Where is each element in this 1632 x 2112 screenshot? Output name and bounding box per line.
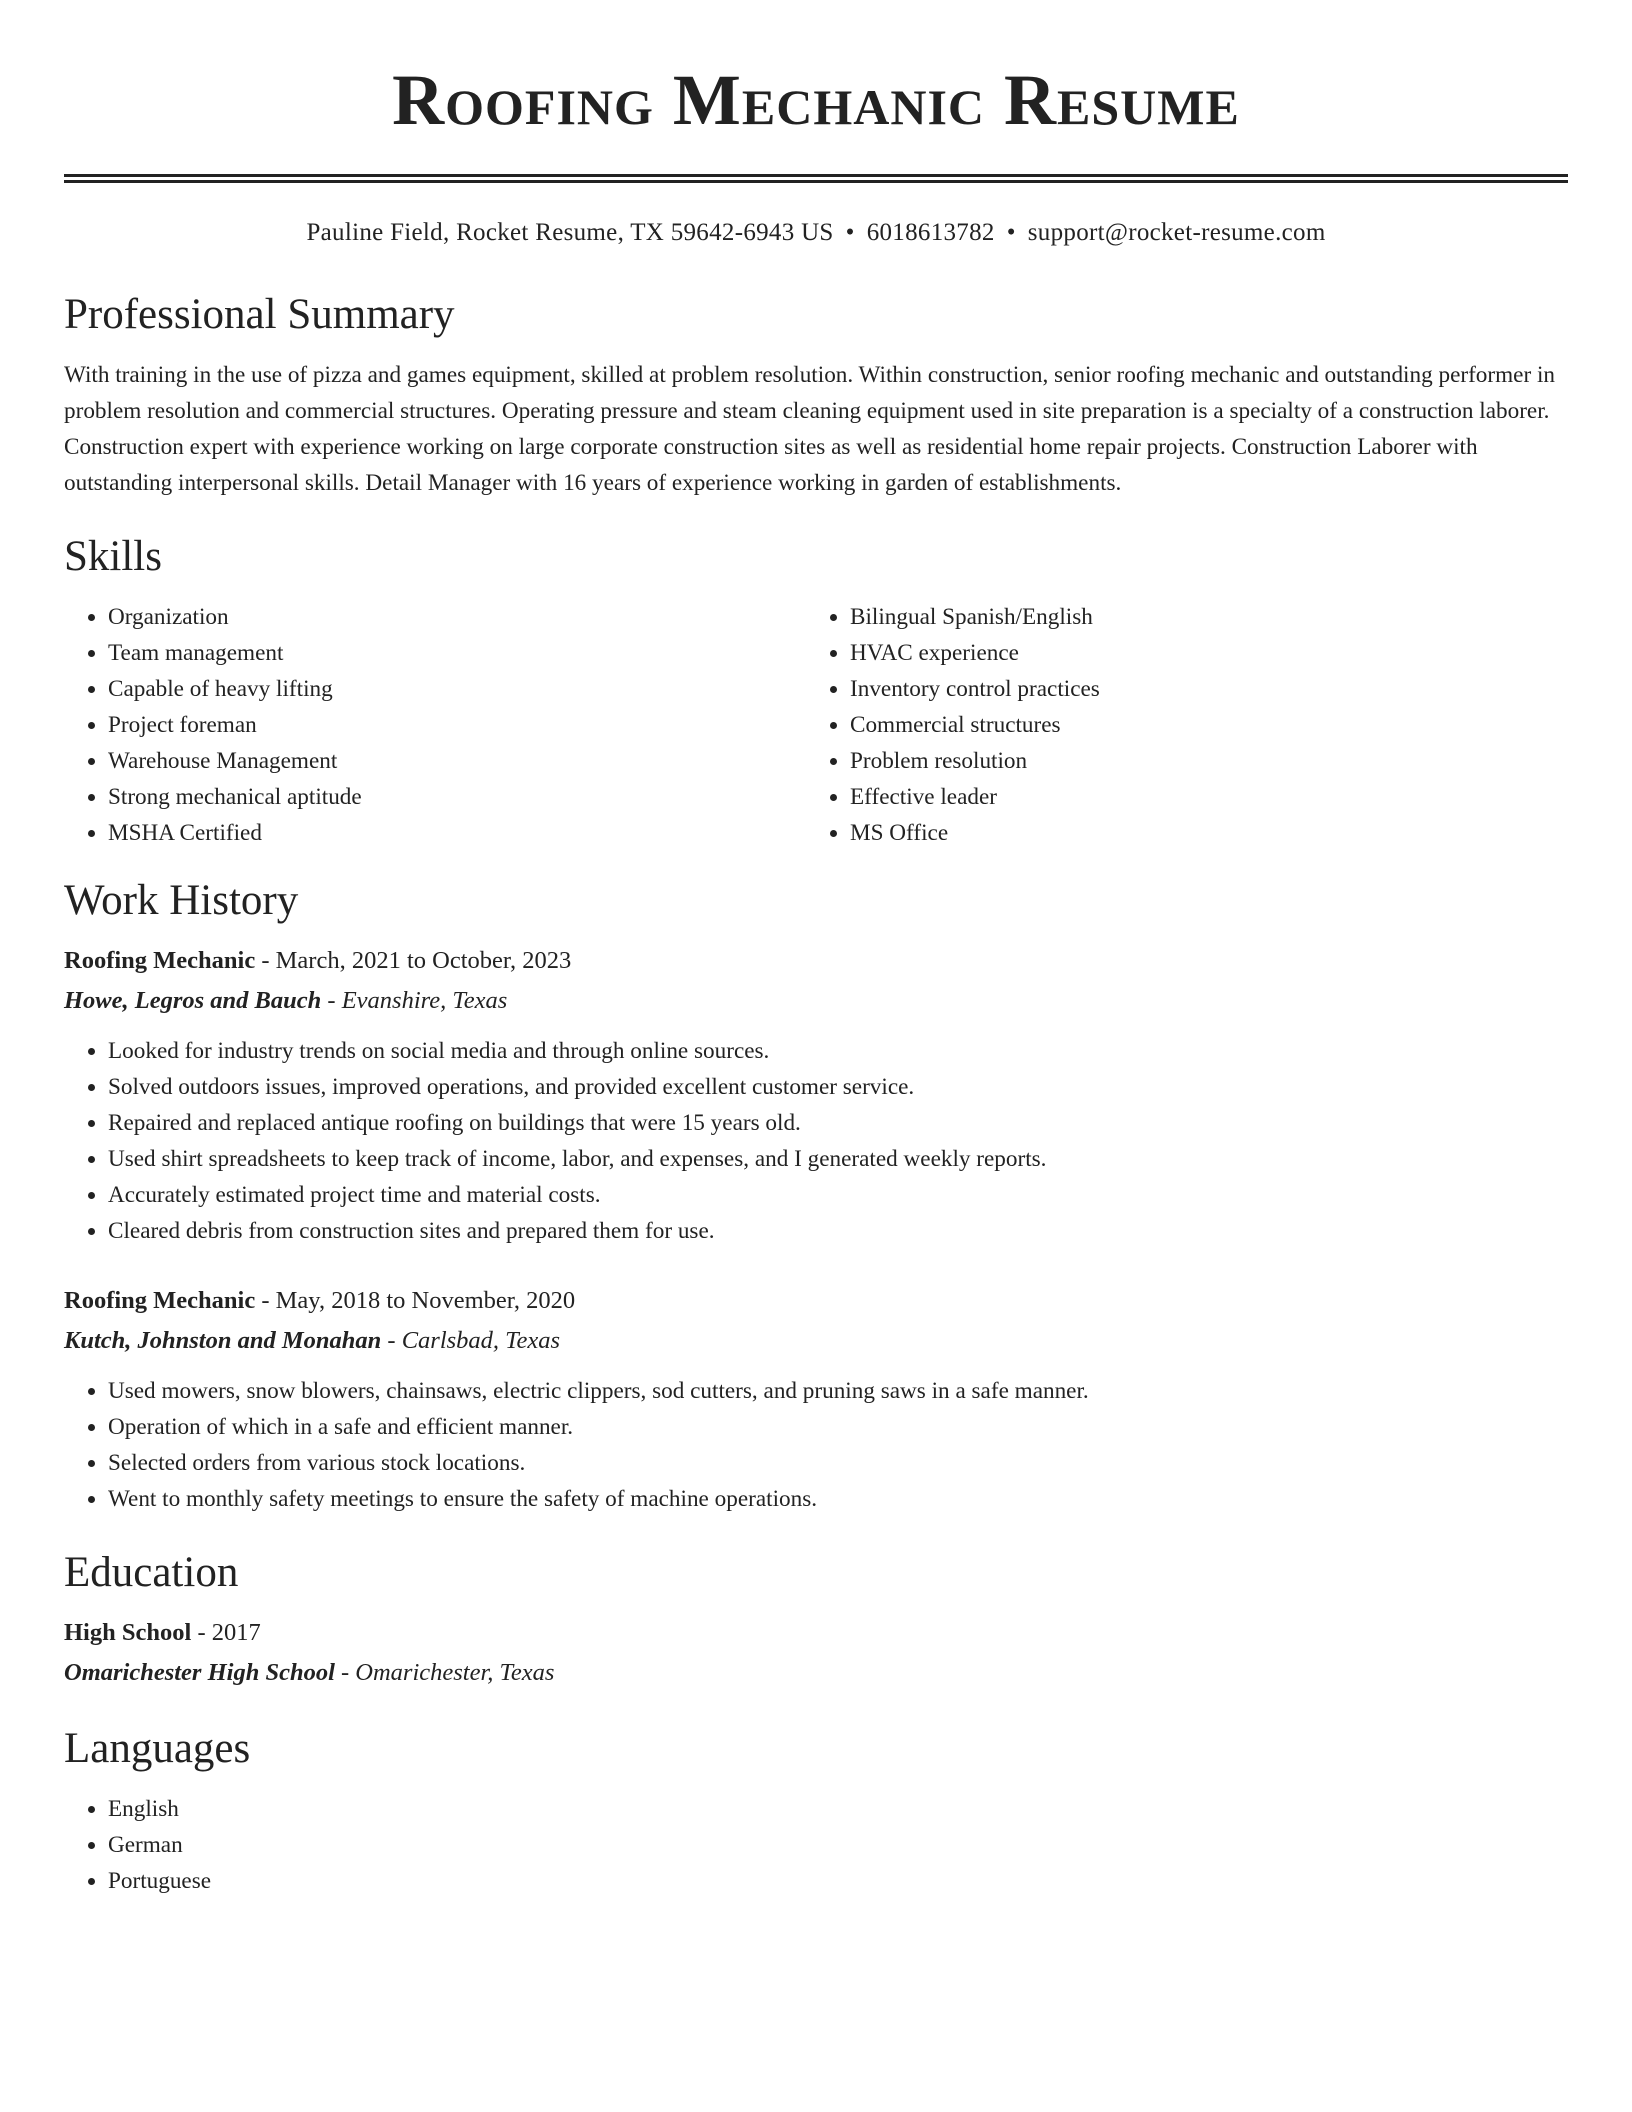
- job-entry: [64, 1281, 1568, 1517]
- summary-text: With training in the use of pizza and games equipment, skilled at problem resolution. Within construction, senior roofing mechanic and outstanding performer in problem resolution and commercial structures. Operating pressure and steam cleaning equipment used in site preparation is a specialty of a construction laborer. Construction expert with experience working on large corporate construction sites as well as residential home repair projects. Construction Laborer with outstanding interpersonal skills. Detail Manager with 16 years of experience working in garden of establishments.: [64, 362, 1555, 496]
- skill-item: • MSHA Certified: [108, 815, 806, 851]
- school-location: - Omarichester, Texas: [334, 1659, 555, 1686]
- summary-heading: Professional Summary: [64, 291, 455, 338]
- job-dates: - May, 2018 to November, 2020: [255, 1287, 576, 1314]
- skill-item: • Inventory control practices: [850, 671, 1548, 707]
- skill-item: • Problem resolution: [850, 743, 1548, 779]
- education-school: [64, 1653, 1568, 1693]
- languages-heading: Languages: [64, 1725, 251, 1772]
- summary-section: [64, 289, 1568, 501]
- work-history-heading: Work History: [64, 877, 299, 924]
- skills-column-right: [806, 599, 1548, 851]
- skills-list-left: [64, 599, 806, 851]
- job-duty: • Cleared debris from construction sites and prepared them for use.: [108, 1213, 1568, 1249]
- language-item: • German: [108, 1827, 1568, 1863]
- job-title: Roofing Mechanic: [64, 1287, 256, 1314]
- skills-column-left: [64, 599, 806, 851]
- skills-list-right: [806, 599, 1548, 851]
- education-degree: High School: [64, 1619, 192, 1646]
- education-section: [64, 1547, 1568, 1693]
- job-dates: - March, 2021 to October, 2023: [255, 947, 572, 974]
- contact-separator: •: [845, 219, 855, 246]
- job-entry: [64, 941, 1568, 1249]
- contact-phone: 6018613782: [866, 219, 995, 246]
- company-name: Howe, Legros and Bauch: [64, 987, 322, 1014]
- job-employer: [64, 981, 1568, 1021]
- languages-section: [64, 1723, 1568, 1899]
- job-header: [64, 941, 1568, 981]
- skill-item: • Commercial structures: [850, 707, 1548, 743]
- skill-item: • HVAC experience: [850, 635, 1548, 671]
- skill-item: • MS Office: [850, 815, 1548, 851]
- resume-title: Roofing Mechanic Resume: [392, 60, 1240, 140]
- job-duty: • Went to monthly safety meetings to ensure the safety of machine operations.: [108, 1481, 1568, 1517]
- job-duty: • Looked for industry trends on social media and through online sources.: [108, 1033, 1568, 1069]
- job-duty: • Used shirt spreadsheets to keep track of income, labor, and expenses, and I generated weekly reports.: [108, 1141, 1568, 1177]
- job-duty: • Selected orders from various stock locations.: [108, 1445, 1568, 1481]
- job-duties-list: [64, 1033, 1568, 1249]
- job-duty: • Used mowers, snow blowers, chainsaws, electric clippers, sod cutters, and pruning saws in a safe manner.: [108, 1373, 1568, 1409]
- job-employer: [64, 1321, 1568, 1361]
- skill-item: • Warehouse Management: [108, 743, 806, 779]
- work-history-section: [64, 875, 1568, 1517]
- education-heading: Education: [64, 1549, 239, 1596]
- education-year: - 2017: [191, 1619, 261, 1646]
- skill-item: • Capable of heavy lifting: [108, 671, 806, 707]
- school-name: Omarichester High School: [64, 1659, 335, 1686]
- languages-list: [64, 1791, 1568, 1899]
- contact-email: support@rocket-resume.com: [1027, 219, 1326, 246]
- job-duties-list: [64, 1373, 1568, 1517]
- language-item: • English: [108, 1791, 1568, 1827]
- company-location: - Evanshire, Texas: [321, 987, 508, 1014]
- skills-section: [64, 531, 1568, 851]
- skills-grid: [64, 599, 1568, 851]
- education-header: [64, 1613, 1568, 1653]
- skill-item: • Bilingual Spanish/English: [850, 599, 1548, 635]
- contact-separator: •: [1006, 219, 1016, 246]
- company-location: - Carlsbad, Texas: [381, 1327, 561, 1354]
- job-duty: • Solved outdoors issues, improved operations, and provided excellent customer service.: [108, 1069, 1568, 1105]
- skill-item: • Effective leader: [850, 779, 1548, 815]
- job-duty: • Operation of which in a safe and efficient manner.: [108, 1409, 1568, 1445]
- job-duty: • Accurately estimated project time and material costs.: [108, 1177, 1568, 1213]
- education-entry: [64, 1613, 1568, 1693]
- company-name: Kutch, Johnston and Monahan: [64, 1327, 382, 1354]
- job-header: [64, 1281, 1568, 1321]
- contact-address: Pauline Field, Rocket Resume, TX 59642-6943 US: [306, 219, 834, 246]
- job-title: Roofing Mechanic: [64, 947, 256, 974]
- skill-item: • Strong mechanical aptitude: [108, 779, 806, 815]
- skill-item: • Project foreman: [108, 707, 806, 743]
- skills-heading: Skills: [64, 533, 162, 580]
- skill-item: • Organization: [108, 599, 806, 635]
- skill-item: • Team management: [108, 635, 806, 671]
- title-divider: [64, 174, 1568, 183]
- contact-line: [64, 217, 1568, 249]
- job-duty: • Repaired and replaced antique roofing on buildings that were 15 years old.: [108, 1105, 1568, 1141]
- language-item: • Portuguese: [108, 1863, 1568, 1899]
